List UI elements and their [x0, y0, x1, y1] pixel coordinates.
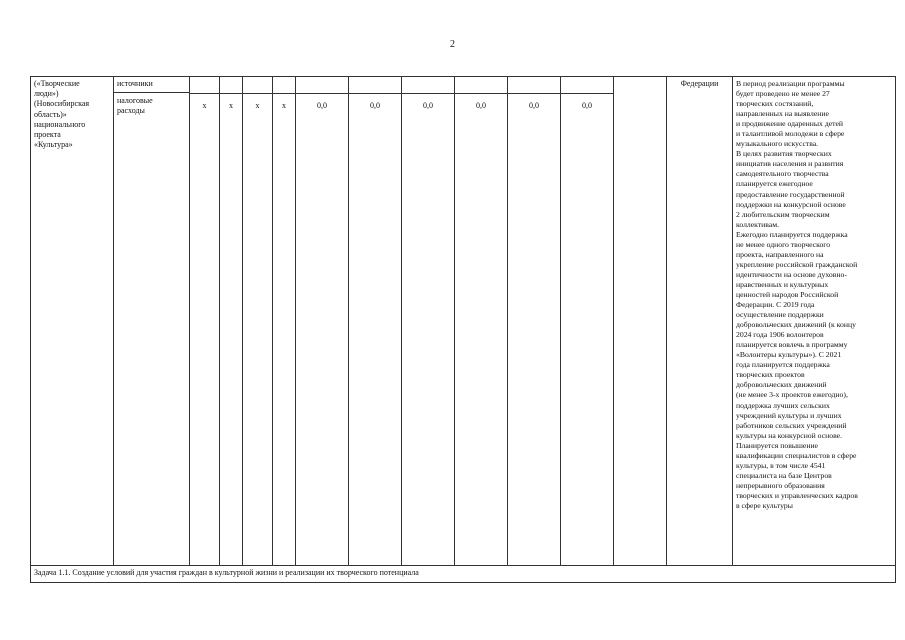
- value: 0,0: [349, 93, 401, 111]
- value: 0,0: [455, 93, 507, 111]
- source-value: налоговые расходы: [117, 96, 153, 116]
- mark-value: х: [190, 93, 219, 111]
- table-row: [31, 566, 896, 583]
- value: 0,0: [508, 93, 560, 111]
- value-cell: [455, 77, 508, 566]
- value-cell: [508, 77, 561, 566]
- page-number: 2: [450, 39, 455, 50]
- value-cell: [402, 77, 455, 566]
- value-cell: [296, 77, 349, 566]
- program-table: [30, 76, 896, 583]
- mark-value: х: [243, 93, 272, 111]
- program-name-cell: («Творческие люди») (Новосибирская область)» национального проекта «Культура»: [31, 77, 114, 566]
- value: 0,0: [402, 93, 454, 111]
- value: 0,0: [561, 93, 613, 111]
- value-cell: [561, 77, 614, 566]
- federation-cell: Федерации: [667, 77, 733, 566]
- source-header: источники: [117, 79, 153, 88]
- mark-value: х: [220, 93, 242, 111]
- mark-cell: [273, 77, 296, 566]
- mark-cell: [190, 77, 220, 566]
- source-cell: [114, 77, 190, 566]
- task-row-cell: Задача 1.1. Создание условий для участия граждан в культурной жизни и реализации их творческого потенциала: [31, 566, 896, 583]
- value-cell: [349, 77, 402, 566]
- description-cell: В период реализации программы будет проведено не менее 27 творческих состязаний, направленных на выявление и продвижение одаренных детей и талантливой молодежи в сфере музыкального искусства. В целях развития творческих инициатив населения и развития самодеятельного творчества планируется ежегодное предоставление государственной поддержки на конкурсной основе 2 любительским творческим коллективам. Ежегодно планируется поддержка не менее одного творческого проекта, направленного на укрепление российской гражданской идентичности на основе духовно- нравственных и культурных ценностей народов Российской Федерации. С 2019 года осуществление поддержки добровольческих движений (к концу 2024 года 1906 волонтеров планируется вовлечь в программу «Волонтеры культуры»). С 2021 года планируется поддержка творческих проектов добровольческих движений (не менее 3-х проектов ежегодно), поддержка лучших сельских учреждений культуры и лучших работников сельских учреждений культуры на конкурсной основе. Планируется повышение квалификации специалистов в сфере культуры, в том числе 4541 специалиста на базе Центров непрерывного образования творческих и управленческих кадров в сфере культуры: [733, 77, 896, 566]
- mark-value: х: [273, 93, 295, 111]
- empty-cell: [614, 77, 667, 566]
- mark-cell: [220, 77, 243, 566]
- table-row: [31, 77, 896, 566]
- mark-cell: [243, 77, 273, 566]
- value: 0,0: [296, 93, 348, 111]
